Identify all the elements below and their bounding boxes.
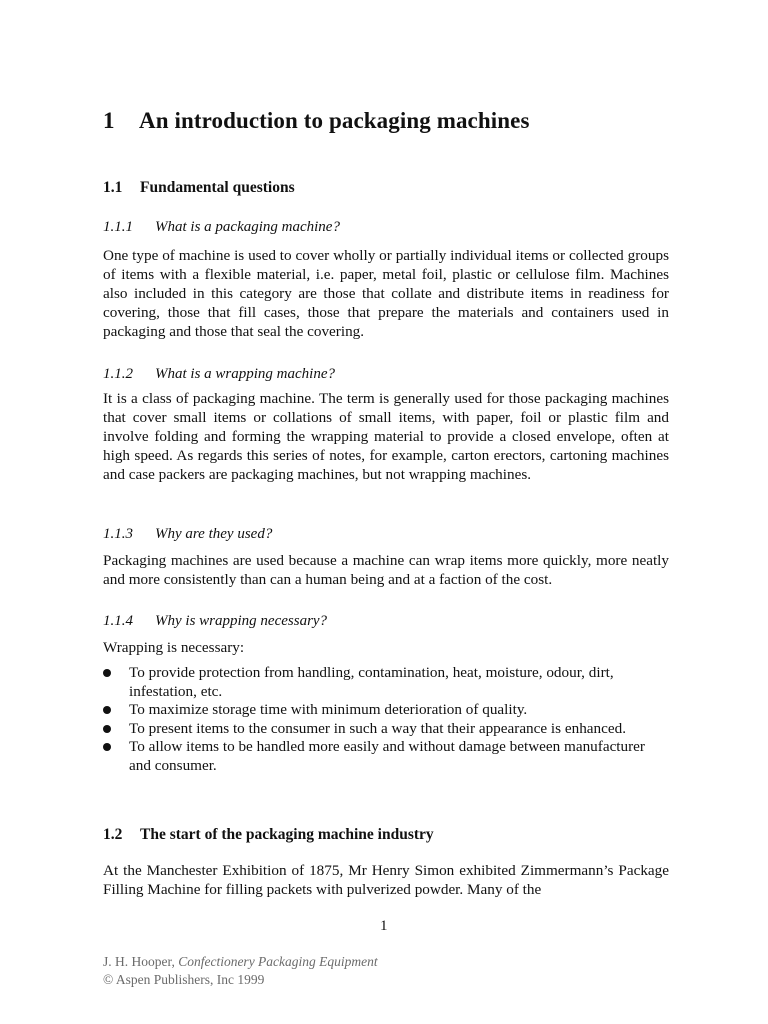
section-heading-1-2 (103, 826, 434, 844)
chapter-number: 1 (103, 108, 115, 133)
paragraph-industry-start: At the Manchester Exhibition of 1875, Mr Henry Simon exhibited Zimmermann’s Package Filling Machine for filling packets with pulverized powder. Many of the (103, 862, 669, 898)
section-number: 1.2 (103, 826, 123, 843)
subsection-title: Why is wrapping necessary? (155, 613, 328, 629)
subsection-heading-1-1-4 (103, 613, 327, 630)
bullet-icon (103, 743, 111, 751)
list-item (103, 701, 669, 720)
footer (103, 953, 378, 989)
subsection-title: Why are they used? (155, 526, 273, 542)
subsection-title: What is a wrapping machine? (155, 366, 335, 382)
section-heading-1-1 (103, 179, 295, 197)
chapter-title (103, 108, 530, 134)
footer-book-title: Confectionery Packaging Equipment (178, 954, 378, 969)
page-number: 1 (380, 918, 388, 934)
section-title: The start of the packaging machine industry (140, 826, 434, 843)
subsection-heading-1-1-2 (103, 366, 335, 383)
footer-citation (103, 953, 378, 971)
subsection-heading-1-1-1 (103, 219, 340, 236)
list-item (103, 664, 669, 701)
subsection-number: 1.1.3 (103, 526, 133, 542)
subsection-number: 1.1.2 (103, 366, 133, 382)
paragraph-wrapping-intro: Wrapping is necessary: (103, 639, 245, 656)
paragraph-packaging-machine: One type of machine is used to cover wholly or partially individual items or collected groups of items with a flexible material, i.e. paper, metal foil, plastic or cellulose film. Machines also included in this category are those that collate and distribute items in readiness for covering, those that fill cases, those that prepare the materials and containers used in packaging and those that seal the covering. (103, 247, 669, 340)
list-item (103, 738, 669, 775)
subsection-number: 1.1.1 (103, 219, 133, 235)
list-item-text: To allow items to be handled more easily and without damage between manufacturer and consumer. (129, 738, 645, 774)
section-title: Fundamental questions (140, 179, 295, 196)
chapter-title-text: An introduction to packaging machines (139, 108, 530, 133)
paragraph-why-used: Packaging machines are used because a machine can wrap items more quickly, more neatly and more consistently than can a human being and at a faction of the cost. (103, 552, 669, 588)
bullet-icon (103, 706, 111, 714)
bullet-icon (103, 669, 111, 677)
footer-author: J. H. Hooper, (103, 954, 175, 969)
subsection-heading-1-1-3 (103, 526, 272, 543)
list-item-text: To provide protection from handling, contamination, heat, moisture, odour, dirt, infestation, etc. (129, 664, 614, 700)
bullet-list (103, 664, 669, 775)
section-number: 1.1 (103, 179, 123, 196)
list-item (103, 720, 669, 739)
list-item-text: To maximize storage time with minimum deterioration of quality. (129, 701, 528, 718)
paragraph-wrapping-machine: It is a class of packaging machine. The term is generally used for those packaging machines that cover small items or collations of small items, with paper, foil or plastic film and involve folding and forming the wrapping material to provide a closed envelope, often at high speed. As regards this series of notes, for example, carton erectors, cartoning machines and case packers are packaging machines, but not wrapping machines. (103, 390, 669, 483)
subsection-title: What is a packaging machine? (155, 219, 340, 235)
list-item-text: To present items to the consumer in such a way that their appearance is enhanced. (129, 719, 626, 737)
bullet-icon (103, 725, 111, 733)
subsection-number: 1.1.4 (103, 613, 133, 629)
footer-copyright: © Aspen Publishers, Inc 1999 (103, 972, 265, 987)
